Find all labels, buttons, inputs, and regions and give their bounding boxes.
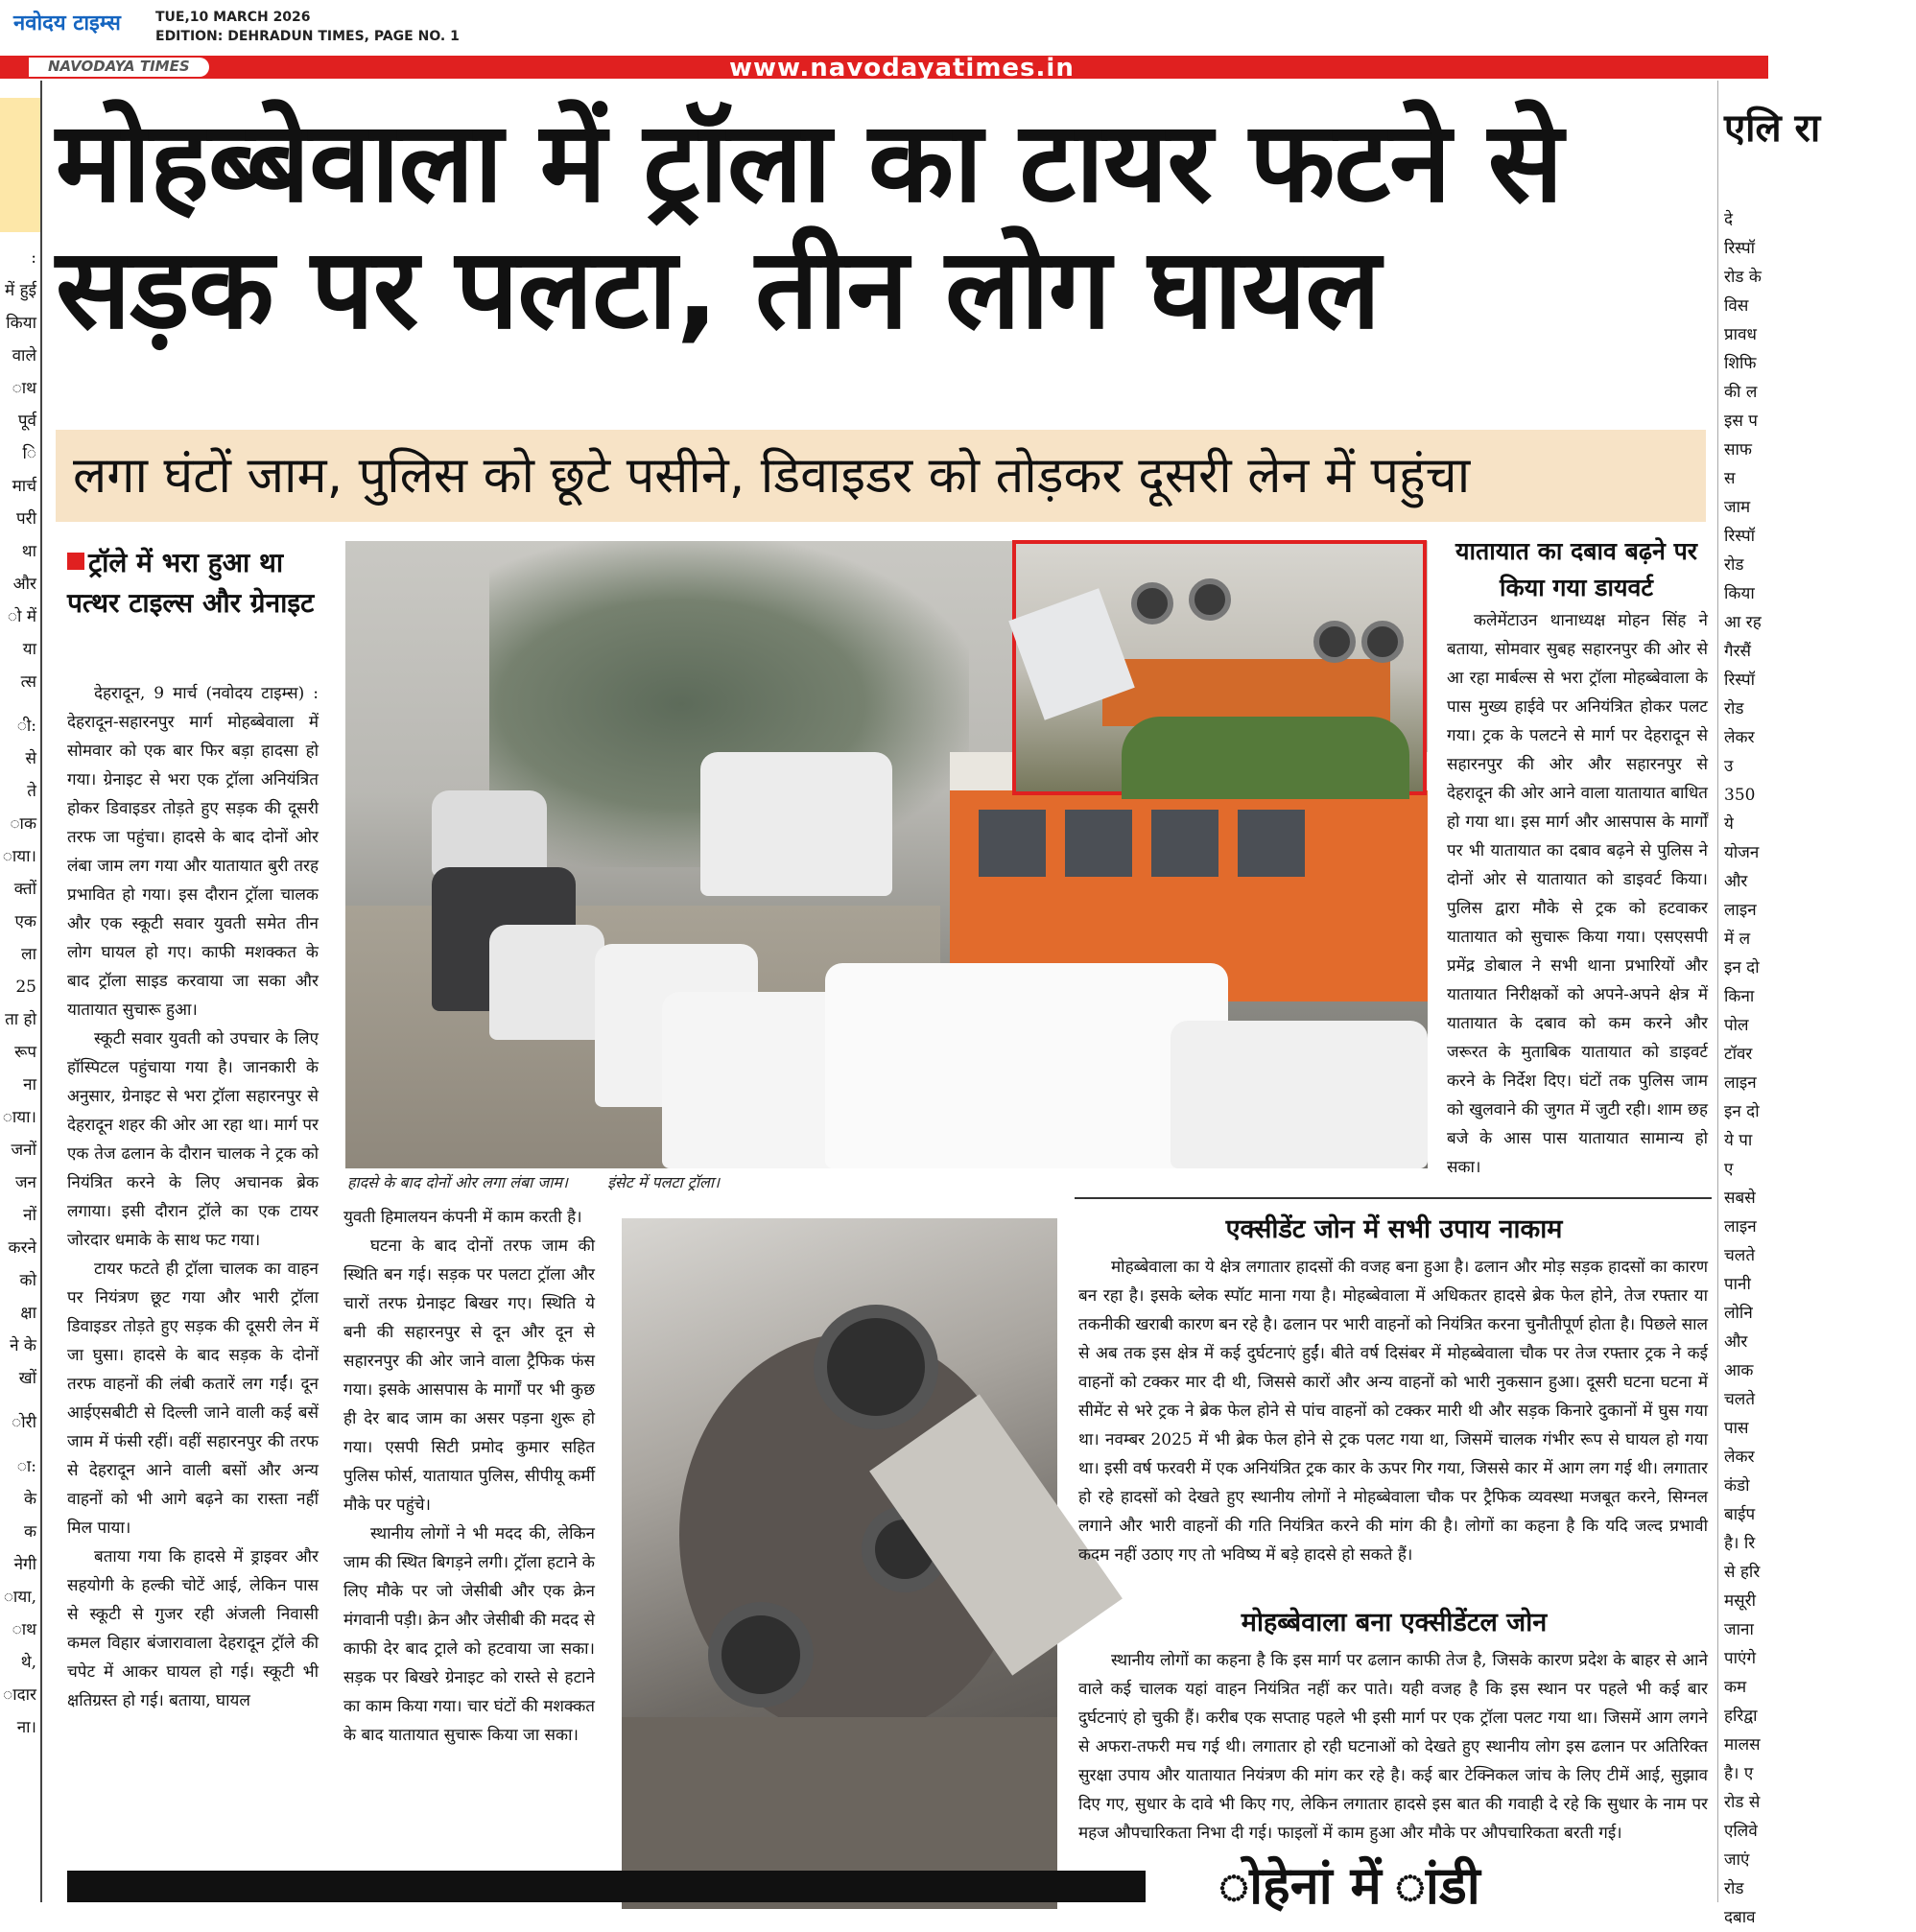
wrecked-truck-photo bbox=[622, 1218, 1057, 1851]
side-heading-text: ट्रॉले में भरा हुआ था पत्थर टाइल्स और ग्रेनाइट bbox=[67, 547, 315, 619]
accident-zone-text bbox=[1078, 1253, 1708, 1569]
paragraph: स्थानीय लोगों ने भी मदद की, लेकिन जाम की स्थित बिगड़ने लगी। ट्रॉला हटाने के लिए मौके पर जो जेसीबी और एक क्रेन मंगवानी पड़ी। क्रेन और जेसीबी की मदद से काफी देर बाद ट्राले को हटवाया जा सका। सड़क पर बिखरे ग्रेनाइट को रास्ते से हटाने का काम किया गया। चार घंटों की मशक्कत के बाद यातायात सुचारू किया जा सका। bbox=[343, 1524, 595, 1745]
accidental-zone-text bbox=[1078, 1646, 1708, 1848]
newspaper-logo: नवोदय टाइम्स bbox=[13, 12, 121, 35]
left-column-fragment: किया bbox=[6, 314, 36, 333]
right-column-fragment: किया bbox=[1724, 584, 1755, 603]
right-column-fragment: है। रि bbox=[1724, 1534, 1756, 1553]
right-column-fragment: उ bbox=[1724, 757, 1734, 776]
left-column-fragment: नेगी bbox=[13, 1555, 36, 1574]
right-column-fragment: इन दो bbox=[1724, 1102, 1760, 1121]
right-column-fragment: रोड से bbox=[1724, 1793, 1761, 1812]
next-story-headline: ोहेनां में ांडी bbox=[1218, 1855, 1480, 1916]
paragraph: मोहब्बेवाला का ये क्षेत्र लगातार हादसों की वजह बना हुआ है। ढलान और मोड़ सड़क हादसों का कारण बन रहा है। इसके ब्लेक स्पॉट माना गया है। मोहब्बेवाला में अधिकतर हादसे ब्रेक फेल होने, तेज रफ्तार या तकनीकी खराबी कारण बन रहे है। ढलान पर भारी वाहनों को नियंत्रित करना चुनौतीपूर्ण होता है। पिछले साल से अब तक इस क्षेत्र में कई दुर्घटनाएं हुईं। बीते वर्ष दिसंबर में मोहब्बेवाला चौक पर तेज रफ्तार ट्रक ने कई वाहनों को टक्कर मार दी थी, जिससे कारों और अन्य वाहनों को भारी नुकसान हुआ। दूसरी घटना घटना में सीमेंट से भरे ट्रक ने ब्रेक फेल होने से पांच वाहनों को टक्कर मारी थी और सड़क किनारे दुकानों में घुस गया था। नवम्बर 2025 में भी ब्रेक फेल होने से ट्रक पलट गया था, जिसमें चालक गंभीर रूप से घायल हो गया था। इसी वर्ष फरवरी में एक अनियंत्रित ट्रक कार के ऊपर गिर गया, जिससे कार में आग लग गई थी। लगातार हो रहे हादसों को देखते हुए स्थानीय लोगों ने मोहब्बेवाला चौक पर ट्रैफिक व्यवस्था मजबूत करने, सिग्नल लगाने और भारी वाहनों की गति नियंत्रित करने की मांग की है। लोगों का कहना है कि यदि जल्द प्रभावी कदम नहीं उठाए गए तो भविष्य में बड़े हादसे हो सकते हैं। bbox=[1078, 1258, 1708, 1565]
right-column-fragment: सबसे bbox=[1724, 1189, 1756, 1208]
paragraph: स्थानीय लोगों का कहना है कि इस मार्ग पर ढलान काफी तेज है, जिसके कारण प्रदेश के बाहर से आने वाले कई चालक यहां वाहन नियंत्रित नहीं कर पाते। यही वजह है कि इस स्थान पर पहले भी कई बार दुर्घटनाएं हो चुकी हैं। करीब एक सप्ताह पहले भी इसी मार्ग पर एक ट्रॉला पलट गया था। जिसमें आग लगने से अफरा-तफरी मच गई थी। लगातार हो रही घटनाओं को देखते हुए स्थानीय लोग इस ढलान पर अतिरिक्त सुरक्षा उपाय और यातायात नियंत्रण की मांग कर रहे है। कई बार टेक्निकल जांच के लिए टीमें आई, सुझाव दिए गए, सुधार के दावे भी किए गए, लेकिन लगातार हादसे इस बात की गवाही दे रहे कि सुधार के नाम पर महज औपचारिकता निभा दी गई। फाइलों में काम हुआ और मौके पर औपचारिकता बरती गई। bbox=[1078, 1651, 1708, 1843]
right-column-fragment: आ रह bbox=[1724, 613, 1762, 632]
left-column-fragment: या bbox=[22, 640, 36, 659]
section-divider bbox=[1075, 1197, 1712, 1199]
right-column-fragment: स bbox=[1724, 469, 1736, 488]
right-column-fragment: से हरि bbox=[1724, 1563, 1761, 1582]
inset-wheel bbox=[1361, 621, 1404, 663]
photo-car bbox=[432, 790, 547, 877]
right-column-fragment: शिफि bbox=[1724, 354, 1757, 373]
paragraph: कलेमेंटाउन थानाध्यक्ष मोहन सिंह ने बताया, सोमवार सुबह सहारनपुर की ओर से आ रहा मार्बल्स से भरा ट्रॉला मोहब्बेवाला के पास मुख्य हाईवे पर अनियंत्रित होकर पलट गया। ट्रक के पलटने से मार्ग पर देहरादून से सहारनपुर की ओर और सहारनपुर से देहरादून की ओर आने वाला यातायात बाधित हो गया था। इस मार्ग और आसपास के मार्गों पर भी यातायात का दबाव बढ़ने से पुलिस ने दोनों ओर से यातायात को डाइवर्ट किया। पुलिस द्वारा मौके से ट्रक को हटवाकर यातायात को सुचारू किया गया। एसएसपी प्रमेंद्र डोबाल ने सभी थाना प्रभारियों और यातायात निरीक्षकों को अपने-अपने क्षेत्र में यातायात के दबाव को कम करने और जरूरत के मुताबिक यातायात को डाइवर्ट करने के निर्देश दिए। घंटों तक पुलिस जाम को खुलवाने की जुगत में जुटी रही। शाम छह बजे के आस पास यातायात सामान्य हो सका। bbox=[1447, 611, 1708, 1177]
photo-car bbox=[489, 925, 604, 1040]
right-column-fragment: रिस्पॉ bbox=[1724, 527, 1756, 546]
left-column-fragment: ना। bbox=[16, 1718, 36, 1737]
next-story-banner bbox=[67, 1871, 1146, 1902]
right-column-fragment: रोड bbox=[1724, 699, 1744, 719]
left-highlight-box bbox=[0, 98, 40, 232]
right-column-fragment: किना bbox=[1724, 987, 1755, 1006]
right-column-fragment: विस bbox=[1724, 296, 1749, 316]
bus-window bbox=[979, 810, 1046, 877]
bus-window bbox=[1065, 810, 1132, 877]
right-column-fragment: एलिवे bbox=[1724, 1822, 1758, 1841]
edition-info bbox=[155, 8, 460, 46]
left-column-fragment: ाक bbox=[10, 814, 36, 834]
right-column-fragment: मालस bbox=[1724, 1735, 1761, 1755]
left-column-fragment: ने के bbox=[10, 1336, 36, 1355]
right-column-fragment: और bbox=[1724, 872, 1748, 891]
left-column-fragment: जन bbox=[14, 1173, 36, 1192]
left-column-fragment: ोरी bbox=[12, 1413, 36, 1432]
right-column-fragment: आक bbox=[1724, 1361, 1754, 1380]
left-column-fragment: ि bbox=[22, 444, 36, 463]
left-adjacent-column bbox=[0, 81, 42, 1902]
right-column-fragment: और bbox=[1724, 1332, 1748, 1352]
left-column-fragment: ता हो bbox=[5, 1010, 36, 1029]
paragraph: टायर फटते ही ट्रॉला चालक का वाहन पर नियंत्रण छूट गया और भारी ट्रॉला डिवाइडर तोड़ते हुए सड़क की दूसरी लेन में जा घुसा। हादसे के बाद सड़क के दोनों तरफ वाहनों की लंबी कतारें लग गईं। दून आईएसबीटी से दिल्ली जाने वाली कई बसें जाम में फंसी रहीं। वहीं सहारनपुर की तरफ से देहरादून आने वाली बसों और अन्य वाहनों को भी आगे बढ़ने का रास्ता नहीं मिल पाया। bbox=[67, 1260, 319, 1538]
left-column-fragment: करने bbox=[8, 1238, 36, 1258]
right-column-fragment: योजन bbox=[1724, 843, 1760, 862]
right-column-fragment: इस प bbox=[1724, 412, 1758, 431]
left-column-fragment: के bbox=[23, 1490, 36, 1509]
right-column-fragment: लोनि bbox=[1724, 1304, 1753, 1323]
left-column-fragment: परी bbox=[15, 509, 36, 529]
wreck-tire bbox=[708, 1602, 814, 1708]
right-column-fragment: दे bbox=[1724, 210, 1734, 229]
paragraph: देहरादून, 9 मार्च (नवोदय टाइम्स) : देहरादून-सहारनपुर मार्ग मोहब्बेवाला में सोमवार को एक बार फिर बड़ा हादसा हो गया। ग्रेनाइट से भरा एक ट्रॉला अनियंत्रित होकर डिवाइडर तोड़ते हुए सड़क की दूसरी तरफ जा पहुंचा। हादसे के बाद दोनों ओर लंबा जाम लग गया और यातायात बुरी तरह प्रभावित हो गया। इस दौरान ट्रॉला चालक और एक स्कूटी सवार युवती समेत तीन लोग घायल हो गए। काफी मशक्कत के बाद ट्रॉला साइड करवाया जा सका और यातायात सुचारू हुआ। bbox=[67, 684, 319, 1020]
masthead-name: NAVODAYA TIMES bbox=[29, 58, 209, 77]
left-column-fragment: ना bbox=[23, 1075, 36, 1095]
right-column-fragment: कम bbox=[1724, 1678, 1747, 1697]
left-column-fragment: ा: bbox=[16, 1457, 36, 1476]
left-column-fragment: क्तों bbox=[13, 880, 36, 899]
right-column-fragment: लाइन bbox=[1724, 901, 1757, 920]
right-column-fragment: रोड के bbox=[1724, 268, 1762, 287]
left-column-fragment: नों bbox=[23, 1206, 36, 1225]
paragraph: युवती हिमालयन कंपनी में काम करती है। bbox=[343, 1208, 582, 1227]
inset-wheel bbox=[1313, 621, 1356, 663]
left-column-fragment: ला bbox=[21, 945, 36, 964]
photo-suv bbox=[825, 963, 1228, 1168]
website-url[interactable]: www.navodayatimes.in bbox=[729, 54, 1075, 82]
left-column-fragment: पूर्व bbox=[17, 412, 36, 431]
left-column-fragment: ते bbox=[27, 782, 36, 801]
right-column-fragment: में ल bbox=[1724, 930, 1751, 949]
left-column-fragment: और bbox=[12, 575, 36, 594]
accidental-zone-heading: मोहब्बेवाला बना एक्सीडेंटल जोन bbox=[1241, 1608, 1548, 1637]
right-column-fragment: जाएं bbox=[1724, 1850, 1750, 1870]
right-column-fragment: दबाव bbox=[1724, 1908, 1756, 1927]
masthead-bar bbox=[0, 0, 1768, 54]
right-column-fragment: लेकर bbox=[1724, 728, 1755, 747]
photo-caption bbox=[347, 1172, 1426, 1193]
right-column-fragment: गैरसैं bbox=[1724, 642, 1752, 661]
story-column-1 bbox=[67, 679, 319, 1715]
right-column-fragment: ये पा bbox=[1724, 1131, 1753, 1150]
left-column-fragment: में हुई bbox=[5, 281, 36, 300]
right-column-fragment: रिस्पॉ bbox=[1724, 239, 1756, 258]
story-column-3 bbox=[1447, 606, 1708, 1182]
right-column-fragment: ए bbox=[1724, 1160, 1734, 1179]
bus-window bbox=[1151, 810, 1218, 877]
right-column-fragment: 350 bbox=[1724, 786, 1756, 805]
right-column-fragment: जाना bbox=[1724, 1620, 1754, 1639]
side-heading bbox=[67, 543, 319, 624]
left-column-fragment: ाया। bbox=[2, 1108, 36, 1127]
right-column-fragment: रोड bbox=[1724, 1879, 1744, 1898]
paragraph: स्कूटी सवार युवती को उपचार के लिए हॉस्पिटल पहुंचाया गया है। जानकारी के अनुसार, ग्रेनाइट से भरा ट्रॉला सहारनपुर से देहरादून शहर की ओर आ रहा था। मार्ग पर एक तेज ढलान के दौरान चालक ने ट्रक को नियंत्रित करने के लिए अचानक ब्रेक लगाया। इसी दौरान ट्रॉले का एक टायर जोरदार धमाके के साथ फट गया। bbox=[67, 1029, 319, 1250]
left-column-fragment: क्षा bbox=[20, 1304, 36, 1323]
wreck-tire bbox=[814, 1305, 938, 1429]
right-column-fragment: रोड bbox=[1724, 555, 1744, 575]
left-column-fragment: से bbox=[25, 749, 36, 768]
left-column-fragment: था bbox=[21, 542, 36, 561]
paragraph: घटना के बाद दोनों तरफ जाम की स्थिति बन गई। सड़क पर पलटा ट्रॉला और चारों तरफ ग्रेनाइट बिखर गए। स्थिति ये बनी की सहारनपुर से दून और दून से सहारनपुर की ओर जाने वाला ट्रैफिक फंस गया। इसके आसपास के मार्गों पर भी कुछ ही देर बाद जाम का असर पड़ना शुरू हो गया। एसपी सिटी प्रमोद कुमार सहित पुलिस फोर्स, यातायात पुलिस, सीपीयू कर्मी मौके पर पहुंचे। bbox=[343, 1237, 595, 1515]
right-column-fragment: कंडो bbox=[1724, 1476, 1750, 1496]
right-column-fragment: पाएंगे bbox=[1724, 1649, 1757, 1668]
right-column-fragment: टॉवर bbox=[1724, 1045, 1753, 1064]
bus-window bbox=[1238, 810, 1305, 877]
right-column-fragment: है। ए bbox=[1724, 1764, 1754, 1783]
right-column-fragment: चलते bbox=[1724, 1246, 1756, 1265]
left-column-fragment: क bbox=[23, 1522, 36, 1542]
left-column-fragment: 25 bbox=[15, 978, 36, 997]
right-column-fragment: पोल bbox=[1724, 1016, 1749, 1035]
right-column-fragment: पास bbox=[1724, 1419, 1749, 1438]
left-column-fragment: ाया, bbox=[3, 1588, 36, 1607]
left-column-fragment: रूप bbox=[14, 1043, 36, 1062]
right-column-fragment: पानी bbox=[1724, 1275, 1751, 1294]
edition-label: EDITION: DEHRADUN TIMES, PAGE NO. 1 bbox=[155, 29, 460, 44]
caption-main: हादसे के बाद दोनों ओर लगा लंबा जाम। bbox=[347, 1173, 568, 1191]
right-column-fragment: चलते bbox=[1724, 1390, 1756, 1409]
right-column-fragment: मसूरी bbox=[1724, 1591, 1757, 1611]
right-column-heading: एलि रा bbox=[1724, 106, 1821, 151]
red-bullet-icon bbox=[67, 553, 84, 570]
photo-car bbox=[1171, 1021, 1428, 1168]
inset-wheel bbox=[1189, 578, 1231, 621]
right-column-fragment: लाइन bbox=[1724, 1073, 1757, 1093]
right-adjacent-column bbox=[1717, 81, 1821, 1927]
left-column-fragment: एक bbox=[14, 912, 36, 931]
caption-inset: इंसेट में पलटा ट्रॉला। bbox=[607, 1173, 721, 1191]
right-column-fragment: प्रावध bbox=[1724, 325, 1757, 344]
left-column-fragment: जनों bbox=[11, 1141, 36, 1160]
right-column-fragment: लेकर bbox=[1724, 1448, 1755, 1467]
right-column-fragment: साफ bbox=[1724, 440, 1753, 459]
left-column-fragment: थे, bbox=[20, 1653, 36, 1672]
left-column-fragment: ादार bbox=[3, 1685, 36, 1705]
right-column-fragment: की ल bbox=[1724, 383, 1758, 402]
masthead-red-band bbox=[0, 54, 1768, 82]
right-column-fragment: जाम bbox=[1724, 498, 1751, 517]
issue-date: TUE,10 MARCH 2026 bbox=[155, 10, 311, 25]
left-column-fragment: मार्च bbox=[12, 477, 36, 496]
right-column-text bbox=[1724, 205, 1916, 1932]
left-column-fragment: ाया। bbox=[2, 847, 36, 866]
left-column-fragment: खों bbox=[18, 1369, 36, 1388]
right-column-fragment: इन दो bbox=[1724, 958, 1760, 978]
left-column-fragment: ी: bbox=[16, 717, 36, 736]
inset-shrubs bbox=[1122, 717, 1409, 799]
left-column-fragment: वाले bbox=[12, 346, 36, 365]
diversion-heading: यातायात का दबाव बढ़ने पर किया गया डायवर्ट bbox=[1455, 537, 1697, 601]
right-column-fragment: रिस्पॉ bbox=[1724, 671, 1756, 690]
inset-wheel bbox=[1131, 582, 1173, 624]
inset-overturned-truck-photo bbox=[1012, 540, 1427, 795]
subheadline: लगा घंटों जाम, पुलिस को छूटे पसीने, डिवाइडर को तोड़कर दूसरी लेन में पहुंचा bbox=[73, 447, 1471, 505]
paragraph: बताया गया कि हादसे में ड्राइवर और सहयोगी के हल्की चोटें आई, लेकिन पास से स्कूटी से गुजर रही अंजली निवासी कमल विहार बंजारावाला देहरादून ट्रॉले की चपेट में आकर घायल हो गई। स्कूटी भी क्षतिग्रस्त हो गई। बताया, घायल bbox=[67, 1547, 319, 1710]
story-column-2 bbox=[343, 1203, 595, 1750]
right-column-fragment: ये bbox=[1724, 814, 1734, 834]
right-column-fragment: हरिद्वा bbox=[1724, 1707, 1758, 1726]
left-column-fragment: ाथ bbox=[12, 379, 36, 398]
right-column-fragment: बाईप bbox=[1724, 1505, 1756, 1524]
accident-zone-heading: एक्सीडेंट जोन में सभी उपाय नाकाम bbox=[1225, 1214, 1563, 1244]
right-column-fragment: लाइन bbox=[1724, 1217, 1757, 1237]
left-column-fragment: त्स bbox=[20, 672, 36, 692]
photo-truck bbox=[700, 752, 892, 896]
left-column-fragment: ाथ bbox=[12, 1620, 36, 1639]
left-column-fragment: ो में bbox=[7, 607, 36, 626]
left-column-fragment: को bbox=[19, 1271, 36, 1290]
main-headline: मोहब्बेवाला में ट्रॉला का टायर फटने से सड़क पर पलटा, तीन लोग घायल bbox=[56, 98, 1563, 354]
left-column-fragment: : bbox=[31, 248, 36, 268]
